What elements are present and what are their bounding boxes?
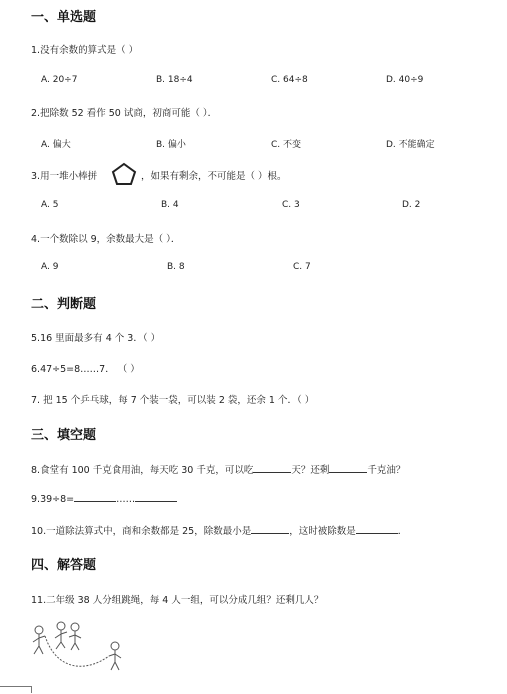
q2-option-a[interactable]: A. 偏大 [41,140,71,150]
q2-option-d[interactable]: D. 不能确定 [386,140,435,150]
q4-option-c[interactable]: C. 7 [293,262,311,272]
question-7-text: 7. 把 15 个乒乓球，每 7 个装一袋，可以装 2 袋，还余 1 个．（ ） [31,395,315,406]
q10-text-2: ，这时被除数是 [289,526,356,537]
q1-option-d[interactable]: D. 40÷9 [386,75,424,85]
q3-option-a[interactable]: A. 5 [41,200,59,210]
q3-option-c[interactable]: C. 3 [282,200,300,210]
question-3-text-after: ，如果有剩余，不可能是（ ）根。 [141,171,287,182]
q1-option-b[interactable]: B. 18÷4 [156,75,193,85]
q8-blank-oil[interactable] [329,463,367,473]
section-heading-fill-in: 三、填空题 [31,428,97,443]
q8-text-2: 天？还剩 [291,465,330,476]
section-heading-true-false: 二、判断题 [31,297,97,312]
q3-option-b[interactable]: B. 4 [161,200,179,210]
question-9-line [31,492,177,505]
q8-text-3: 千克油？ [367,465,406,476]
q10-blank-divisor[interactable] [251,524,289,534]
q4-option-b[interactable]: B. 8 [167,262,185,272]
section-heading-solve: 四、解答题 [31,558,97,573]
question-11-text: 11.二年级 38 人分组跳绳，每 4 人一组，可以分成几组？还剩几人？ [31,595,324,606]
question-10-line [31,523,407,537]
q10-blank-dividend[interactable] [356,524,398,534]
children-jump-rope-illustration [27,618,127,674]
q9-blank-remainder[interactable] [135,492,177,502]
q9-text-1: 9.39÷8= [31,494,75,505]
question-3-text-before: 3.用一堆小棒拼 [31,171,98,182]
q9-text-2: …… [116,494,136,505]
q8-blank-days[interactable] [253,463,291,473]
q2-option-c[interactable]: C. 不变 [271,140,302,150]
q10-text-3: ． [397,526,408,537]
q1-option-a[interactable]: A. 20÷7 [41,75,78,85]
question-1-text: 1.没有余数的算式是（ ） [31,45,139,56]
q1-option-c[interactable]: C. 64÷8 [271,75,308,85]
pentagon-icon [111,162,137,186]
q10-text-1: 10.一道除法算式中，商和余数都是 25，除数最小是 [31,526,252,537]
question-5-text: 5.16 里面最多有 4 个 3．（ ） [31,333,161,344]
q4-option-a[interactable]: A. 9 [41,262,59,272]
q8-text-1: 8.食堂有 100 千克食用油，每天吃 30 千克，可以吃 [31,465,254,476]
q3-option-d[interactable]: D. 2 [402,200,421,210]
section-heading-single-choice: 一、单选题 [31,10,97,25]
question-4-text: 4.一个数除以 9，余数最大是（ ）． [31,234,181,245]
q9-blank-quotient[interactable] [74,492,116,502]
page-corner-mark [0,686,32,693]
question-2-text: 2.把除数 52 看作 50 试商，初商可能（ ）． [31,108,218,119]
q2-option-b[interactable]: B. 偏小 [156,140,186,150]
question-8-line [31,462,405,476]
question-6-text: 6.47÷5=8……7． （ ） [31,364,140,375]
